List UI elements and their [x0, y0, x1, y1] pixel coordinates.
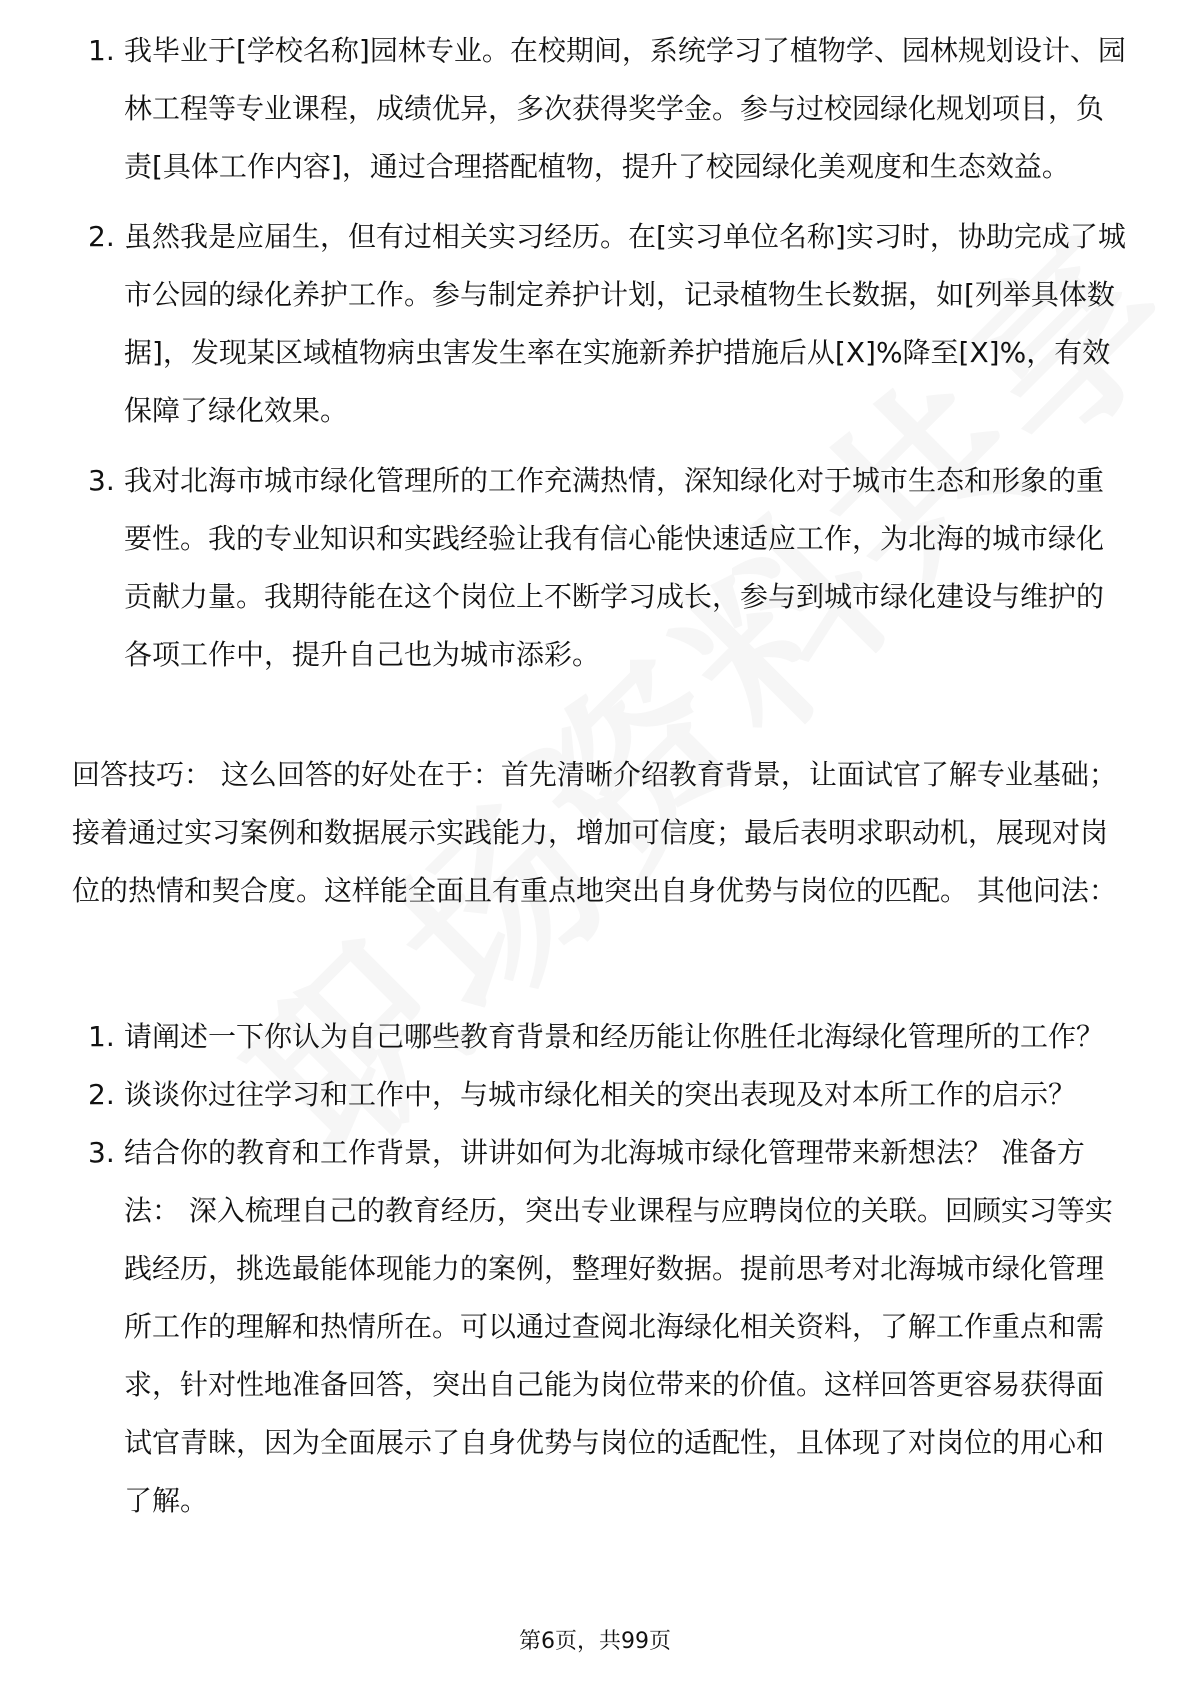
list-number: 2. [88, 220, 115, 253]
list-item-text: 结合你的教育和工作背景，讲讲如何为北海城市绿化管理带来新想法？ 准备方法： 深入梳理自己的教育经历，突出专业课程与应聘岗位的关联。回顾实习等实践经历，挑选最能体现能力的案例，整理好数据。提前思考对北海城市绿化管理所工作的理解和热情所在。可以通过查阅北海绿化相关资料，了解工作重点和需求，针对性地准备回答，突出自己能为岗位带来的价值。这样回答更容易获得面试官青睐，因为全面展示了自身优势与岗位的适配性，且体现了对岗位的用心和了解。 [124, 1136, 1113, 1517]
list-number: 1. [88, 34, 115, 67]
list-item-text: 虽然我是应届生，但有过相关实习经历。在[实习单位名称]实习时，协助完成了城市公园的绿化养护工作。参与制定养护计划，记录植物生长数据，如[列举具体数据]，发现某区域植物病虫害发生率在实施新养护措施后从[X]%降至[X]%，有效保障了绿化效果。 [124, 220, 1126, 427]
list-number: 2. [88, 1078, 115, 1111]
top-numbered-list [78, 22, 1128, 684]
list-item-text: 请阐述一下你认为自己哪些教育背景和经历能让你胜任北海绿化管理所的工作？ [124, 1020, 1105, 1053]
list-item [78, 452, 1128, 684]
bottom-numbered-list [78, 1008, 1128, 1530]
list-number: 1. [88, 1020, 115, 1053]
list-number: 3. [88, 464, 115, 497]
list-item [78, 22, 1128, 196]
list-item [78, 1066, 1128, 1124]
page-footer: 第6页，共99页 [519, 1629, 671, 1654]
list-item-text: 谈谈你过往学习和工作中，与城市绿化相关的突出表现及对本所工作的启示？ [124, 1078, 1077, 1111]
list-item [78, 208, 1128, 440]
list-item [78, 1008, 1128, 1066]
list-item [78, 1124, 1128, 1530]
tips-paragraph: 回答技巧： 这么回答的好处在于：首先清晰介绍教育背景，让面试官了解专业基础；接着通过实习案例和数据展示实践能力，增加可信度；最后表明求职动机，展现对岗位的热情和契合度。这样能全面且有重点地突出自身优势与岗位的匹配。 其他问法： [72, 758, 1117, 907]
list-item-text: 我毕业于[学校名称]园林专业。在校期间，系统学习了植物学、园林规划设计、园林工程等专业课程，成绩优异，多次获得奖学金。参与过校园绿化规划项目，负责[具体工作内容]，通过合理搭配植物，提升了校园绿化美观度和生态效益。 [124, 34, 1126, 183]
list-item-text: 我对北海市城市绿化管理所的工作充满热情，深知绿化对于城市生态和形象的重要性。我的专业知识和实践经验让我有信心能快速适应工作，为北海的城市绿化贡献力量。我期待能在这个岗位上不断学习成长，参与到城市绿化建设与维护的各项工作中，提升自己也为城市添彩。 [124, 464, 1105, 671]
list-number: 3. [88, 1136, 115, 1169]
